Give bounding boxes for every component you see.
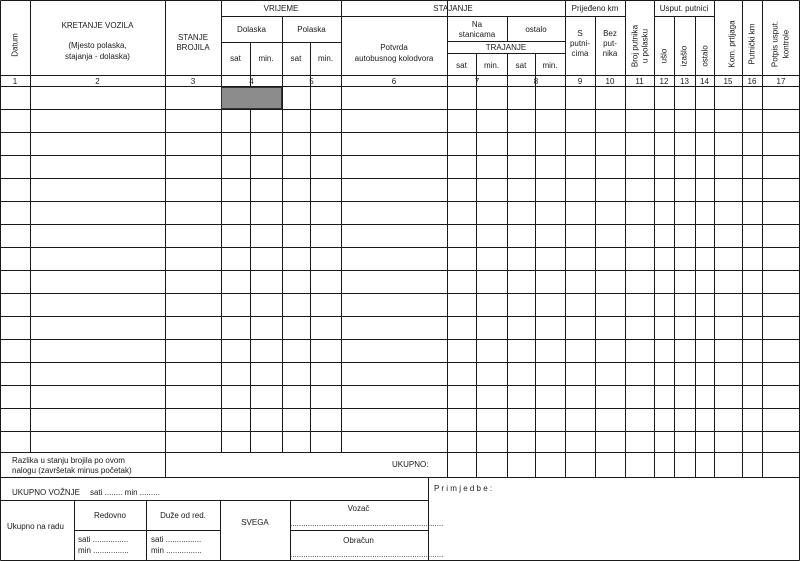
column-number: 11 (635, 77, 644, 86)
column-number: 4 (249, 77, 254, 86)
header-s-l1: S (577, 29, 583, 38)
header-dolaska: Dolaska (237, 25, 266, 34)
header-broj-putnika-l2: u polasku (640, 28, 650, 64)
header-kretanje-sub1: (Mjesto polaska, (68, 41, 127, 50)
header-na-l1: Na (471, 20, 483, 29)
header-kretanje-sub2: stajanja - dolaska) (65, 52, 130, 61)
header-kom-prtljaga: Kom. prtljaga (727, 20, 737, 68)
ukupno-voznje-label: UKUPNO VOŽNJE (12, 488, 81, 497)
column-number: 2 (95, 77, 100, 86)
header-broj-putnika-l1: Broj putnika (630, 24, 640, 68)
header-polaska: Polaska (297, 25, 326, 34)
header-bez-l3: nika (602, 49, 618, 58)
ukupno-voznje-fill[interactable]: sati ........ min ......... (90, 488, 160, 497)
header-na-l2: stanicama (458, 30, 496, 39)
obracun-label: Obračun (343, 536, 374, 545)
header-min-4: min. (258, 54, 274, 63)
column-number: 15 (723, 77, 733, 86)
column-number: 14 (700, 77, 709, 86)
duze-sati-fill[interactable]: sati ................ (151, 535, 202, 544)
header-stanje-l1: STANJE (177, 33, 209, 42)
header-bez-l2: put- (603, 39, 617, 48)
header-min-5: min. (317, 54, 334, 63)
column-number: 17 (776, 77, 786, 86)
ukupno-na-radu-label: Ukupno na radu (7, 522, 64, 531)
header-s-l2: putni- (569, 39, 590, 48)
column-number: 16 (747, 77, 757, 86)
ukupno-label: UKUPNO: (392, 460, 429, 469)
header-sat-8: sat (515, 61, 527, 70)
column-number: 8 (533, 77, 539, 86)
column-number: 6 (391, 77, 397, 86)
header-uslo: ušlo (659, 48, 669, 64)
primjedbe-label: P r i m j e d b e : (434, 484, 493, 493)
column-number: 3 (190, 77, 196, 86)
header-datum: Datum (10, 33, 20, 57)
header-ostalo-v: ostalo (700, 45, 710, 67)
vozac-sign-line[interactable]: ..................................................................... (290, 519, 444, 528)
header-potpis-l1: Potpis usput. (770, 20, 780, 68)
column-number: 1 (12, 77, 18, 86)
obracun-sign-line[interactable]: ..................................................................... (290, 550, 444, 559)
header-kretanje-title: KRETANJE VOZILA (61, 21, 134, 30)
column-number: 5 (309, 77, 314, 86)
header-prijedeno: Prijeđeno km (571, 4, 619, 13)
header-izaslo: izašlo (679, 45, 689, 67)
razlika-l2: nalogu (završetak minus početak) (12, 466, 132, 475)
header-min-8: min. (542, 61, 558, 70)
column-number: 10 (605, 77, 615, 86)
duze-label: Duže od red. (160, 511, 206, 520)
column-number: 9 (577, 77, 583, 86)
svega-label: SVEGA (241, 518, 269, 527)
header-potpis-l2: kontrole (781, 29, 791, 59)
header-s-l3: cima (571, 49, 589, 58)
header-ostalo: ostalo (525, 25, 547, 34)
header-potvrda-l1: Potvrda (380, 43, 408, 52)
header-stanje-l2: BROJILA (176, 43, 210, 52)
redovno-min-fill[interactable]: min ................ (78, 546, 129, 555)
header-bez-l1: Bez (603, 29, 617, 38)
vozac-label: Vozač (347, 504, 370, 513)
highlighted-cell[interactable] (221, 87, 282, 109)
header-stajanje: STAJANJE (433, 4, 473, 13)
redovno-label: Redovno (93, 511, 127, 520)
header-putnicki-km: Putnički km (747, 23, 757, 65)
header-usput-putnici: Usput. putnici (659, 4, 709, 13)
redovno-sati-fill[interactable]: sati ................ (78, 535, 129, 544)
header-trajanje: TRAJANJE (485, 43, 527, 52)
column-number: 12 (659, 77, 669, 86)
header-sat-4: sat (230, 54, 241, 63)
header-vrijeme: VRIJEME (263, 4, 299, 13)
column-number: 7 (474, 77, 480, 86)
header-sat-7: sat (456, 61, 467, 70)
column-number: 13 (680, 77, 689, 86)
header-min-7: min. (483, 61, 500, 70)
duze-min-fill[interactable]: min ................ (151, 546, 202, 555)
header-sat-5: sat (290, 54, 302, 63)
razlika-l1: Razlika u stanju brojila po ovom (12, 456, 125, 465)
header-potvrda-l2: autobusnog kolodvora (354, 54, 434, 63)
